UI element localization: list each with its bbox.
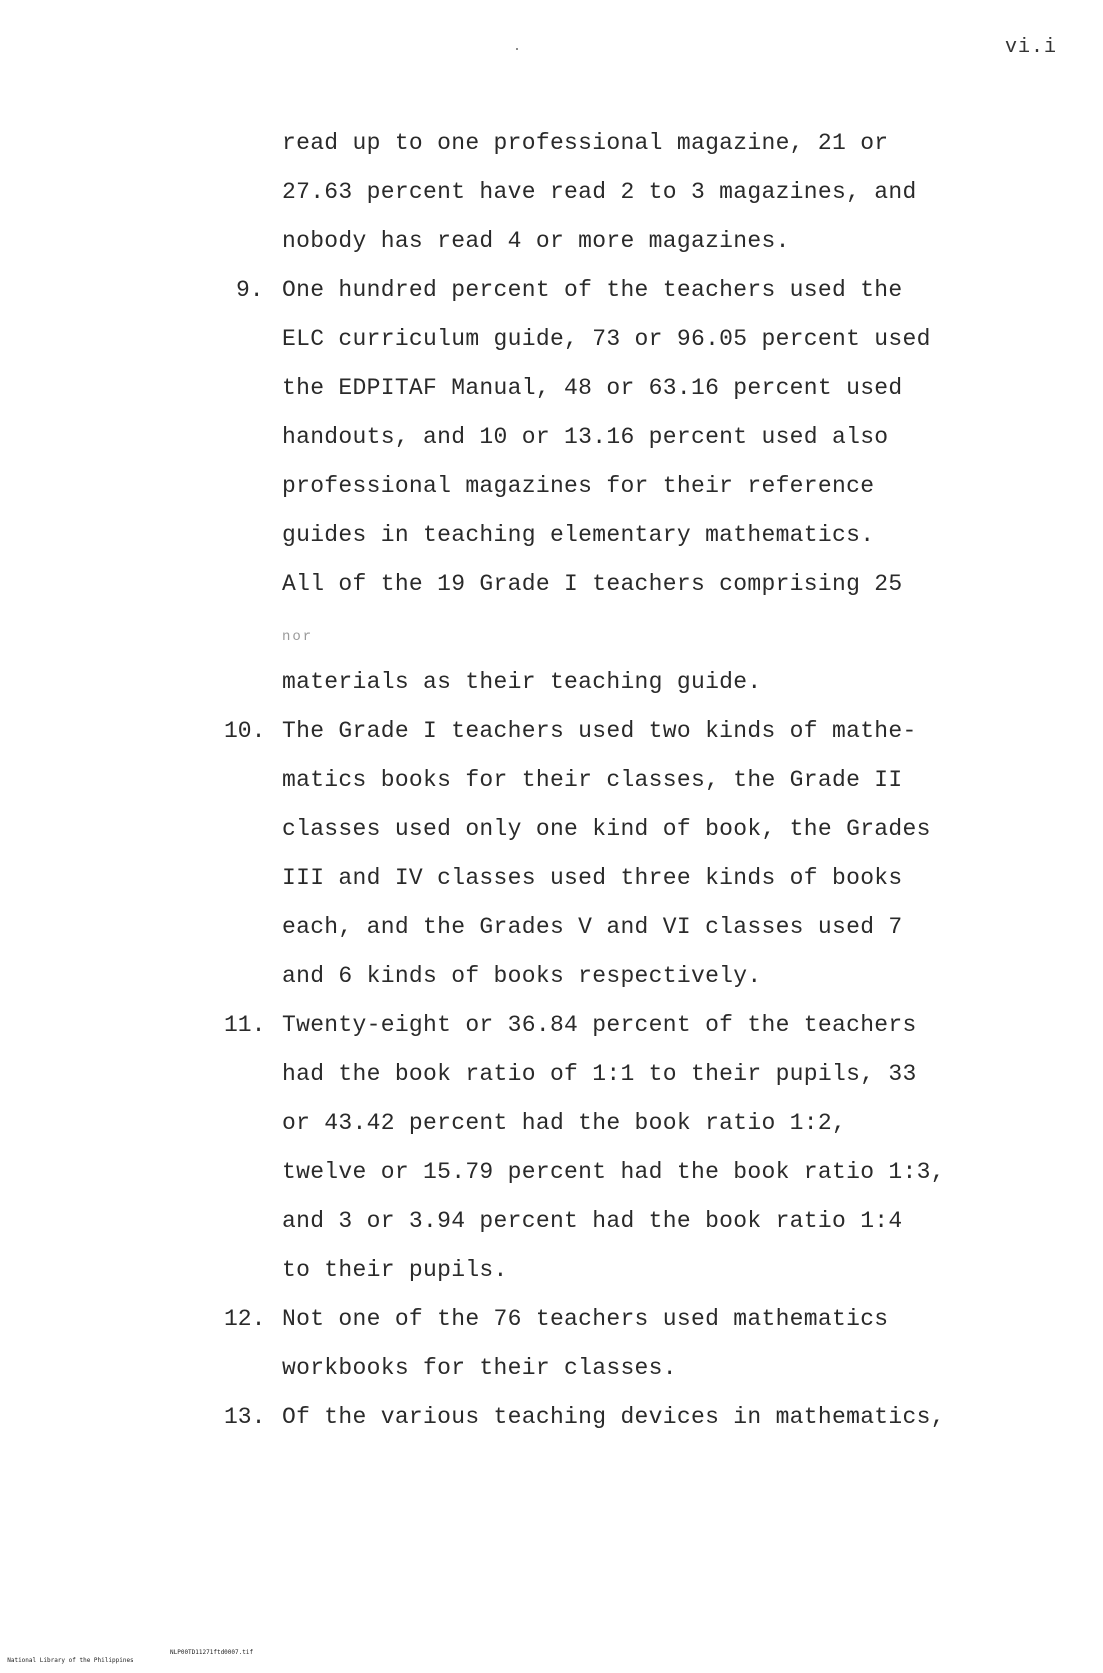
- item-number-11: 11.: [224, 1012, 266, 1038]
- text-line: had the book ratio of 1:1 to their pupils, 33: [282, 1061, 917, 1087]
- text-line: handouts, and 10 or 13.16 percent used also: [282, 424, 889, 450]
- text-line: guides in teaching elementary mathematics.: [282, 522, 875, 548]
- text-line: twelve or 15.79 percent had the book ratio 1:3,: [282, 1159, 945, 1185]
- footer-filename: NLP00TD11271ftd0007.tif: [170, 1649, 254, 1656]
- text-line: ELC curriculum guide, 73 or 96.05 percent used: [282, 326, 931, 352]
- text-line: professional magazines for their reference: [282, 473, 875, 499]
- speck-mark: [516, 48, 518, 50]
- text-line: materials as their teaching guide.: [282, 669, 762, 695]
- text-line: read up to one professional magazine, 21 or: [282, 130, 889, 156]
- page-number: vi.i: [1005, 36, 1058, 59]
- text-line: nobody has read 4 or more magazines.: [282, 228, 790, 254]
- text-line: Twenty-eight or 36.84 percent of the teachers: [282, 1012, 917, 1038]
- text-line: One hundred percent of the teachers used the: [282, 277, 903, 303]
- text-line: or 43.42 percent had the book ratio 1:2,: [282, 1110, 847, 1136]
- text-line: All of the 19 Grade I teachers comprising 25: [282, 571, 903, 597]
- item-number-9: 9.: [236, 277, 264, 303]
- text-line: Of the various teaching devices in mathematics,: [282, 1404, 945, 1430]
- text-line: matics books for their classes, the Grade II: [282, 767, 903, 793]
- text-line: the EDPITAF Manual, 48 or 63.16 percent used: [282, 375, 903, 401]
- text-line: III and IV classes used three kinds of books: [282, 865, 903, 891]
- text-line: classes used only one kind of book, the Grades: [282, 816, 931, 842]
- faded-text-line: nor: [282, 629, 314, 645]
- item-number-10: 10.: [224, 718, 266, 744]
- scan-footer: [0, 1649, 254, 1673]
- text-line: 27.63 percent have read 2 to 3 magazines, and: [282, 179, 917, 205]
- text-line: and 6 kinds of books respectively.: [282, 963, 762, 989]
- text-line: and 3 or 3.94 percent had the book ratio 1:4: [282, 1208, 903, 1234]
- text-line: workbooks for their classes.: [282, 1355, 677, 1381]
- text-line: Not one of the 76 teachers used mathematics: [282, 1306, 889, 1332]
- item-number-13: 13.: [224, 1404, 266, 1430]
- text-line: each, and the Grades V and VI classes used 7: [282, 914, 903, 940]
- text-line: to their pupils.: [282, 1257, 508, 1283]
- footer-library: National Library of the Philippines: [7, 1657, 134, 1664]
- item-number-12: 12.: [224, 1306, 266, 1332]
- text-line: The Grade I teachers used two kinds of mathe-: [282, 718, 917, 744]
